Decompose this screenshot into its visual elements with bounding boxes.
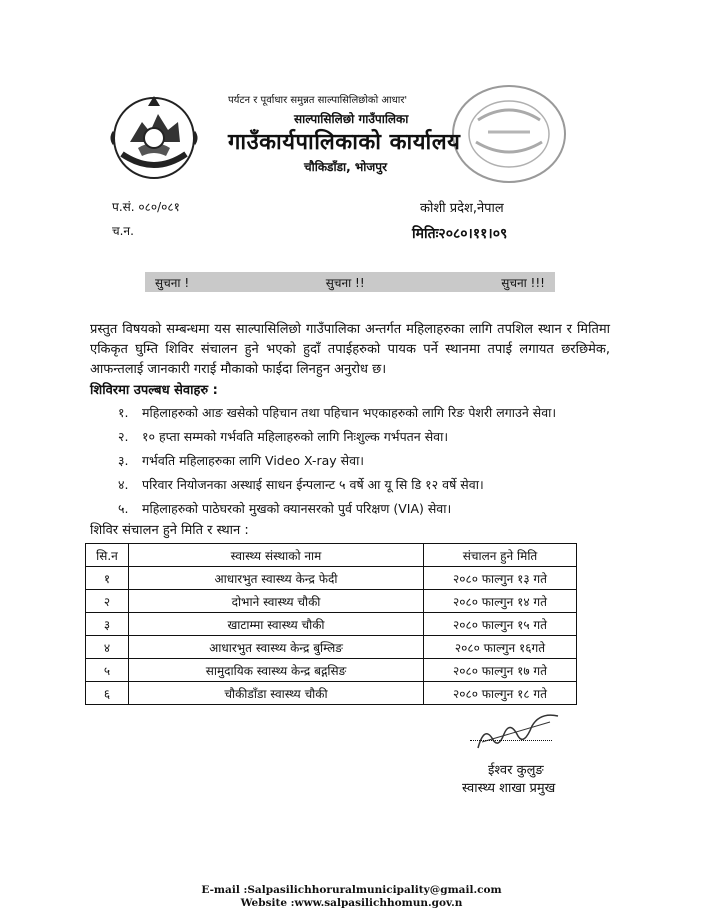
row-date: २०८० फाल्गुन १५ गते — [424, 613, 577, 636]
table-row — [86, 659, 577, 682]
row-date: २०८० फाल्गुन १४ गते — [424, 590, 577, 613]
row-facility: आधारभुत स्वास्थ्य केन्द्र बुम्लिङ — [129, 636, 424, 659]
handwritten-signature — [458, 708, 570, 756]
table-row — [86, 682, 577, 705]
office-title: गाउँकार्यपालिकाको कार्यालय — [228, 130, 461, 155]
row-date: २०८० फाल्गुन १३ गते — [424, 567, 577, 590]
schedule-heading: शिविर संचालन हुने मिति र स्थान : — [90, 523, 249, 538]
column-header-date: संचालन हुने मिति — [424, 544, 577, 567]
footer-website: Website :www.salpasilichhomun.gov.n — [240, 897, 463, 909]
row-facility: चौकीडाँडा स्वास्थ्य चौकी — [129, 682, 424, 705]
row-sn: २ — [86, 590, 129, 613]
notice-banner-item: सुचना !! — [325, 275, 365, 290]
footer-email: E-mail :Salpasilichhoruralmunicipality@gmail.com — [201, 884, 502, 896]
row-sn: ३ — [86, 613, 129, 636]
row-date: २०८० फाल्गुन १६गते — [424, 636, 577, 659]
column-header-sn: सि.न — [86, 544, 129, 567]
signatory-title: स्वास्थ्य शाखा प्रमुख — [462, 781, 556, 796]
row-date: २०८० फाल्गुन १७ गते — [424, 659, 577, 682]
row-facility: सामुदायिक स्वास्थ्य केन्द्र बद्गसिङ — [129, 659, 424, 682]
province-label: कोशी प्रदेश,नेपाल — [420, 201, 504, 216]
schedule-table — [85, 543, 577, 705]
row-sn: ४ — [86, 636, 129, 659]
table-row — [86, 590, 577, 613]
service-item: ५. महिलाहरुको पाठेघरको मुखको क्यानसरको पुर्व परिक्षण (VIA) सेवा। — [118, 501, 452, 516]
row-date: २०८० फाल्गुन १८ गते — [424, 682, 577, 705]
row-facility: खाटाम्मा स्वास्थ्य चौकी — [129, 613, 424, 636]
service-item: ३. गर्भवति महिलाहरुका लागि Video X-ray सेवा। — [118, 453, 365, 468]
signatory-name: ईश्वर कुलुङ — [488, 763, 544, 778]
service-item: १. महिलाहरुको आङ खसेको पहिचान तथा पहिचान भएकाहरुको लागि रिङ पेशरी लगाउने सेवा। — [118, 405, 557, 420]
services-heading: शिविरमा उपल्बध सेवाहरु : — [90, 383, 218, 398]
nepal-emblem-logo — [108, 92, 200, 184]
letter-date: मितिः२०८०।११।०९ — [412, 226, 508, 242]
notice-banner — [145, 272, 555, 292]
service-item: २. १० हप्ता सम्मको गर्भवति महिलाहरुको लागि निःशुल्क गर्भपतन सेवा। — [118, 429, 449, 444]
tagline: पर्यटन र पूर्वाधार समुन्नत साल्पासिलिछोको आधार' — [228, 95, 408, 106]
row-facility: आधारभुत स्वास्थ्य केन्द्र फेदी — [129, 567, 424, 590]
column-header-facility: स्वास्थ्य संस्थाको नाम — [129, 544, 424, 567]
notice-paragraph: प्रस्तुत विषयको सम्बन्धमा यस साल्पासिलिछो गाउँपालिका अन्तर्गत महिलाहरुका लागि तपशिल स्थान र मितिमा एकिकृत घुम्ति शिविर संचालन हुने भएको हुदाँ तपाईहरुको पायक पर्ने स्थानमा तपाई लगायत छरछिमेक, आफन्तलाई जानकारी गराई मौकाको फाईदा लिनहुन अनुरोध छ। — [90, 322, 610, 377]
office-location: चौकिडाँडा, भोजपुर — [304, 160, 388, 174]
service-item: ४. परिवार नियोजनका अस्थाई साधन ईन्पलान्ट ५ वर्षे आ यू सि डि १२ वर्षे सेवा। — [118, 477, 484, 492]
services-list — [118, 402, 556, 522]
row-sn: ६ — [86, 682, 129, 705]
table-row — [86, 613, 577, 636]
table-row — [86, 636, 577, 659]
row-sn: ५ — [86, 659, 129, 682]
office-stamp — [448, 80, 570, 188]
row-sn: १ — [86, 567, 129, 590]
table-row — [86, 567, 577, 590]
table-header-row — [86, 544, 577, 567]
municipality-name: साल्पासिलिछो गाउँपालिका — [294, 112, 409, 126]
dispatch-number: च.न. — [112, 224, 134, 238]
notice-banner-item: सुचना ! — [155, 275, 190, 290]
signature-line — [470, 740, 552, 741]
notice-banner-item: सुचना !!! — [501, 275, 545, 290]
reference-number: प.सं. ०८०/०८१ — [112, 200, 180, 214]
row-facility: दोभाने स्वास्थ्य चौकी — [129, 590, 424, 613]
